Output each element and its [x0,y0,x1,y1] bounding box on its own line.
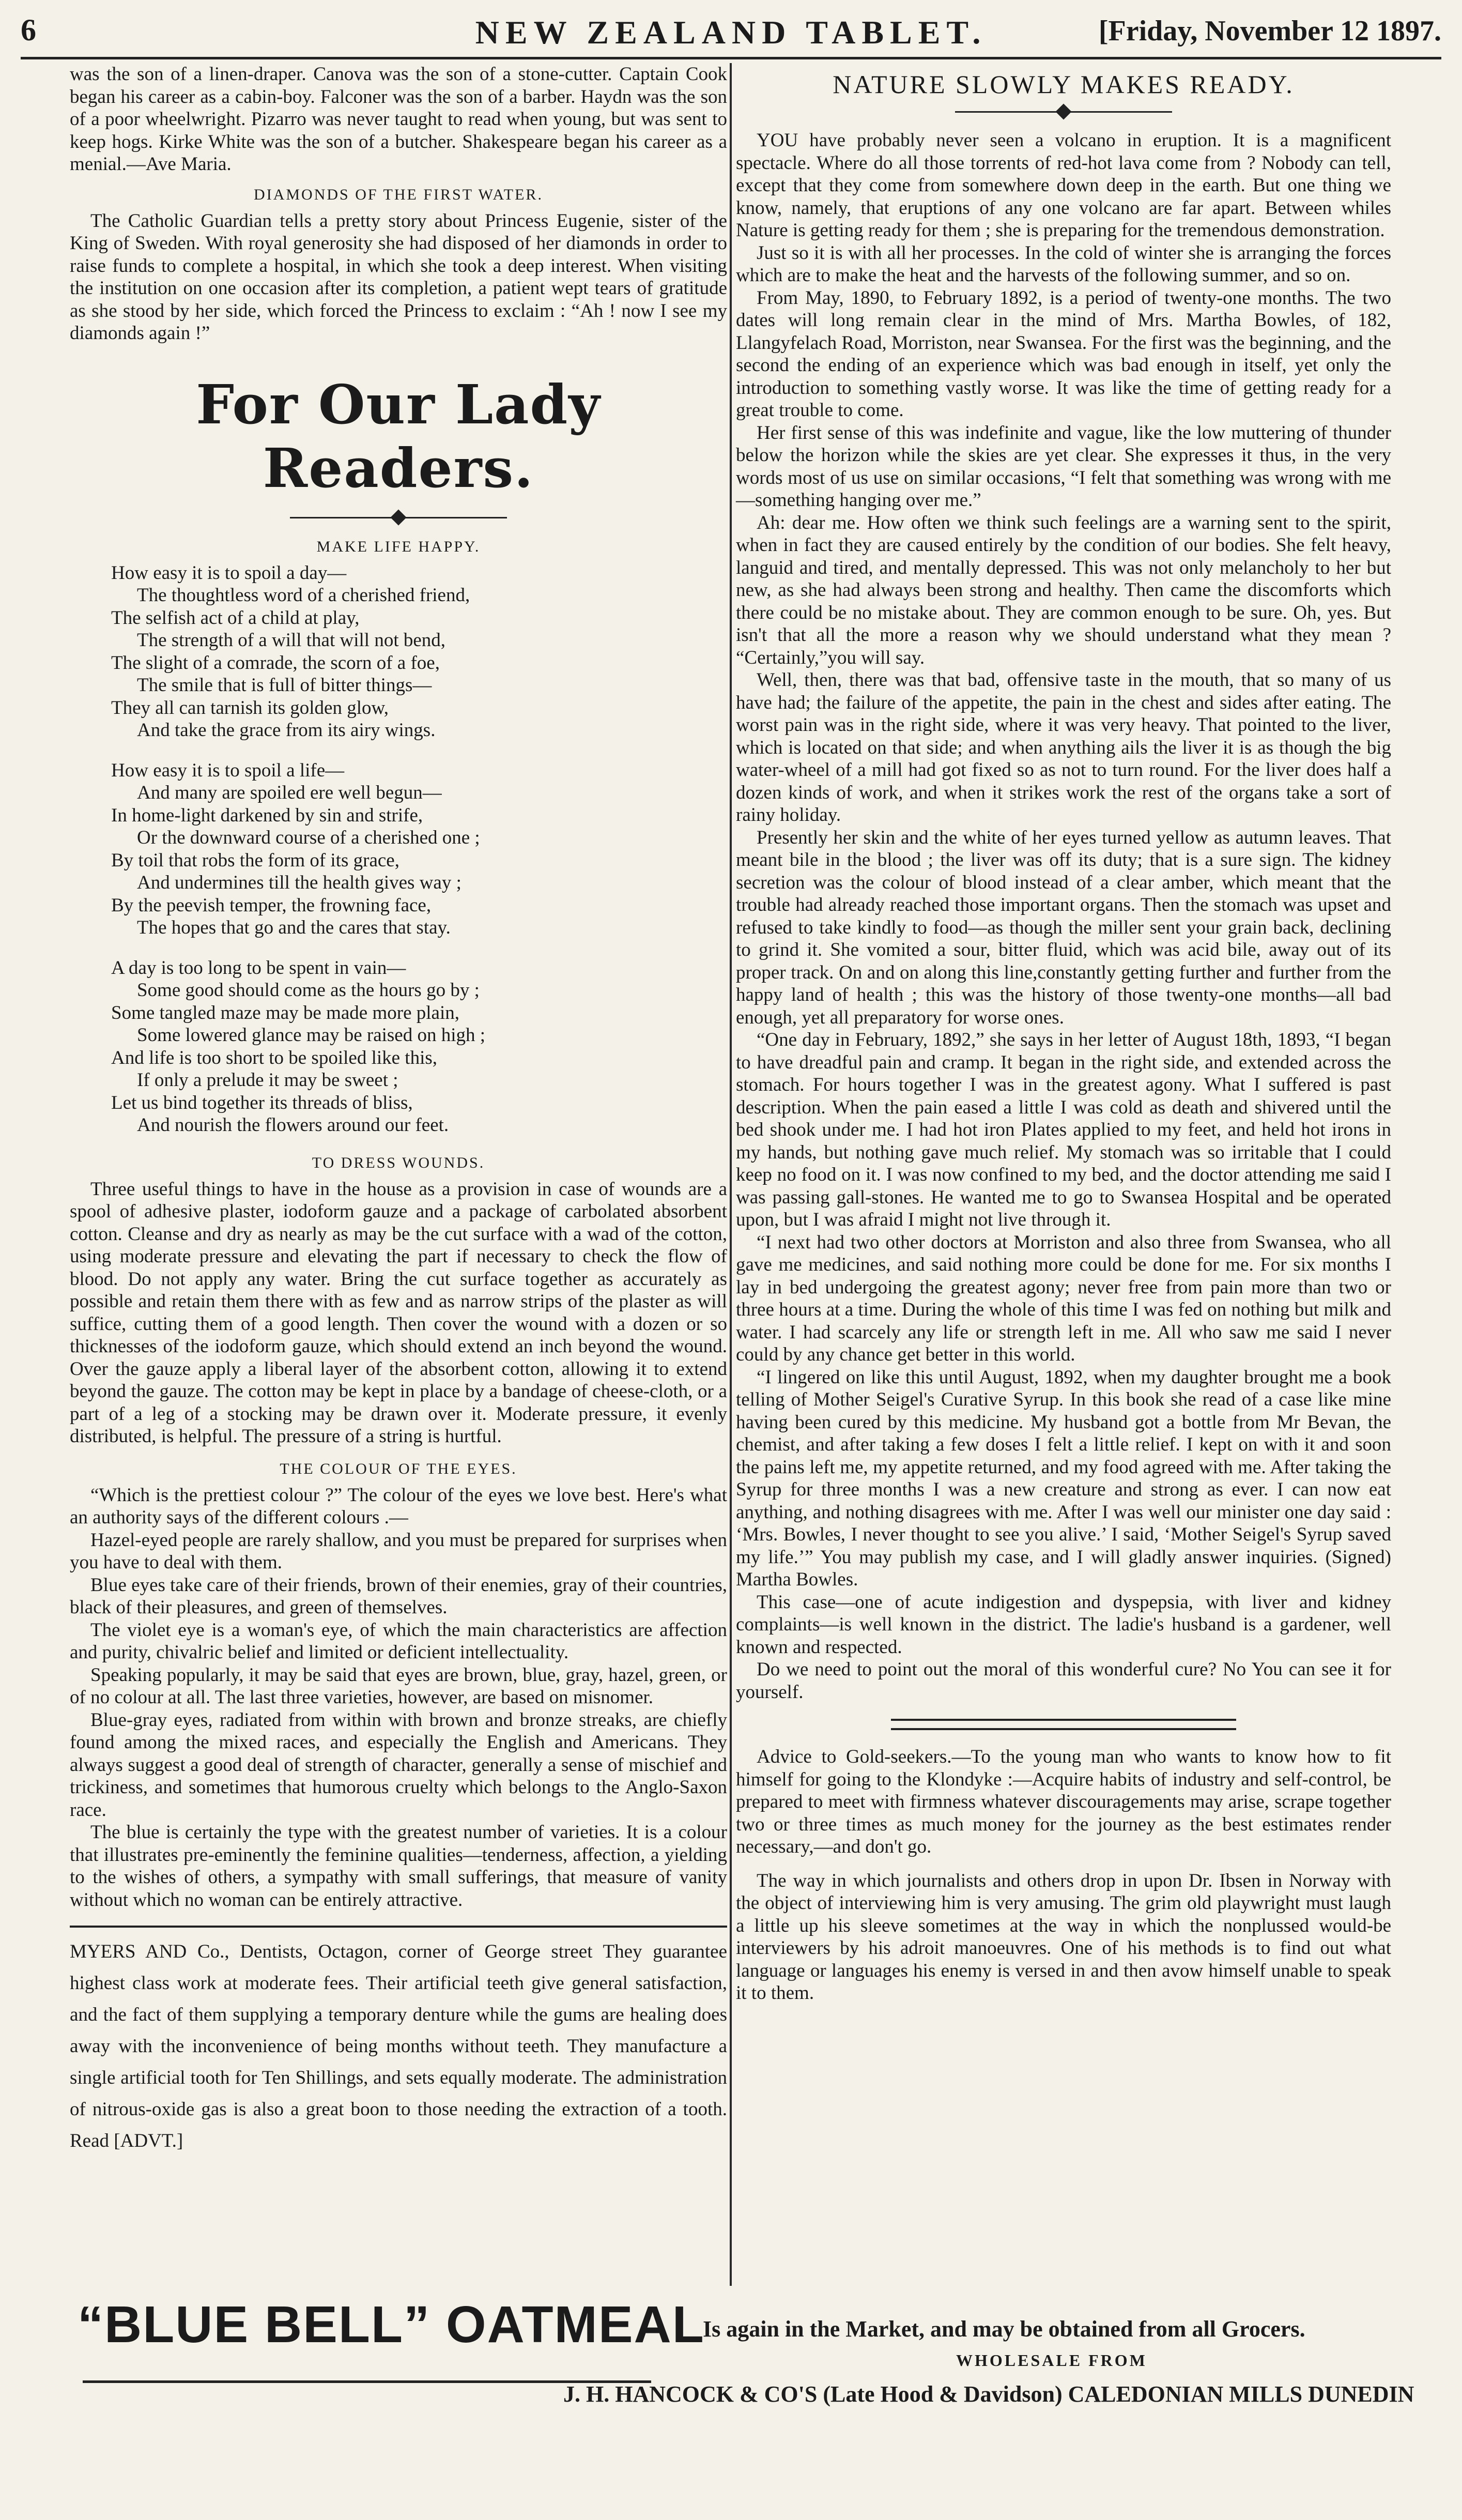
dentist-advert-text: MYERS AND Co., Dentists, Octagon, corner of George street They guarantee highest class work at moderate fees. Their artificial teeth give general satisfaction, and the fact of them supplying a temporary denture while the gums are healing does away with the inconvenience of being months without teeth. They manufacture a single artificial tooth for Ten Shillings, and sets equally moderate. The administration of nitrous-oxide gas is also a great boon to those needing the extraction of a tooth. Read [ADVT.] [70,1941,727,2151]
diamonds-paragraph: The Catholic Guardian tells a pretty story about Princess Eugenie, sister of the King of Sweden. With royal generosity she had disposed of her diamonds in order to raise funds to complete a hospital, in which she took a deep interest. When visiting the institution on one occasion after its completion, a patient wept tears of gratitude as she stood by her side, which forced the Princess to exclaim : “Ah ! now I see my diamonds again !” [70,210,727,344]
dentist-advert [70,1926,727,2157]
poem-line: Let us bind together its threads of bliss, [111,1092,413,1113]
newspaper-title: NEW ZEALAND TABLET. [475,14,987,51]
poem-line: The smile that is full of bitter things— [137,675,432,696]
poem-line: And life is too short to be spoiled like this, [111,1047,438,1068]
right-column [736,63,1391,2005]
eyes-paragraph: Blue eyes take care of their friends, brown of their enemies, gray of their countries, black of their pleasures, and green of themselves. [70,1574,727,1618]
intro-paragraph: was the son of a linen-draper. Canova was the son of a stone-cutter. Captain Cook began his career as a cabin-boy. Falconer was the son of a barber. Haydn was the son of a poor wheelwright. Pizarro was never taught to read when young, but was sent to keep hogs. Kirke White was the son of a butcher. Shakespeare began his career as a menial.—Ave Maria. [70,64,727,175]
mill-address: J. H. HANCOCK & CO'S (Late Hood & Davidson) CALEDONIAN MILLS DUNEDIN [563,2381,1414,2407]
masthead [21,9,1441,59]
poem-stanza [111,957,727,1137]
ornament-rule [290,507,507,528]
ibsen-paragraph: The way in which journalists and others drop in upon Dr. Ibsen in Norway with the object of interviewing him is very amusing. The grim old playwright must laugh a little up his sleeve sometimes at the way in which the nonplussed would-be interviewers by his adroit manoeuvres. One of his methods is to find out what language or languages his enemy is versed in and then avow himself unable to speak it to them. [736,1870,1391,2004]
diamonds-heading: DIAMONDS OF THE FIRST WATER. [254,186,543,203]
poem-line: By toil that robs the form of its grace, [111,849,399,871]
article-paragraph: YOU have probably never seen a volcano in eruption. It is a magnificent spectacle. Where do all those torrents of red-hot lava come from ? Nobody can tell, except that they come from somewhere down deep in the earth. But one thing we know, namely, that eruptions of any one volcano are far apart. Between whiles Nature is getting ready for them ; she is preparing for the tremendous demonstration. [736,130,1391,241]
article-title: NATURE SLOWLY MAKES READY. [833,70,1295,99]
poem-line: Or the downward course of a cherished one ; [137,827,480,848]
article-paragraph: Presently her skin and the white of her eyes turned yellow as autumn leaves. That meant bile in the blood ; the liver was off its duty; that is a sure sign. The kidney secretion was the colour of blood instead of a clear amber, which meant that the trouble had already reached those important organs. Then the stomach was upset and refused to take kindly to food—as though the miller sent your grain back, declining to grind it. She vomited a sour, bitter fluid, which was acid bile, away out of its proper track. On and on along this line,constantly getting further and further from the happy land of health ; this was the history of those twenty-one months—all bad enough, yet all preparatory for worse ones. [736,827,1391,1028]
wounds-paragraph: Three useful things to have in the house as a provision in case of wounds are a spool of adhesive plaster, iodoform gauze and a package of carbolated absorbent cotton. Cleanse and dry as nearly as may be the cut surface with a wad of the cotton, using moderate pressure and elevating the part if necessary to check the flow of blood. Do not apply any water. Bring the cut surface together as accurately as possible and retain them there with as few and as narrow strips of the plaster as will suffice, cutting them of a good length. Then cover the wound with a dozen or so thicknesses of the iodoform gauze, which should extend an inch beyond the wound. Over the gauze apply a liberal layer of the absorbent cotton, allowing it to extend beyond the gauze. The cotton may be kept in place by a bandage of cheese-cloth, or a part of a leg of a stocking may be drawn over it. Moderate pressure, it evenly distributed, is helpful. The pressure of a string is hurtful. [70,1178,727,1447]
poem-line: Some good should come as the hours go by ; [137,980,480,1001]
article-paragraph: From May, 1890, to February 1892, is a period of twenty-one months. The two dates will long remain clear in the mind of Mrs. Martha Bowles, of 182, Llangyfelach Road, Morriston, near Swansea. For the first was the beginning, and the second the ending of an experience which was bad enough in itself, yet only the introduction to something vastly worse. It was like the time of getting ready for a great trouble to come. [736,287,1391,421]
decorative-rule [891,1719,1236,1730]
poem-line: And take the grace from its airy wings. [137,720,436,741]
poem-line: And nourish the flowers around our feet. [137,1114,449,1136]
article-paragraph: “One day in February, 1892,” she says in her letter of August 18th, 1893, “I began to have dreadful pain and cramp. It began in the right side, and extended across the stomach. For hours together I was in the greatest agony. What I suffered is past description. When the pain eased a little I was cold as death and shivered until the bed shook under me. I had hot iron Plates applied to my feet, and held hot irons in my hands, but nothing gave much relief. My stomach was so irritable that I could keep no food on it. I was now confined to my bed, and the doctor attending me said I was passing gall-stones. He wanted me to go to Swansea Hospital and be operated upon, but I was afraid I might not live through it. [736,1029,1391,1230]
poem-line: How easy it is to spoil a day— [111,562,347,584]
article-paragraph: “I lingered on like this until August, 1892, when my daughter brought me a book telling of Mother Seigel's Curative Syrup. In this book she read of a case like mine having been cured by this medicine. My husband got a bottle from Mr Bevan, the chemist, and after taking a few doses I felt a little relief. I kept on with it and soon the pains left me, my appetite returned, and my food agreed with me. After taking the Syrup for three months I was a new creature and strong as ever. I can now eat anything, and nothing disagrees with me. After I was well our minister one day said : ‘Mrs. Bowles, I never thought to see you alive.’ I said, ‘Mother Seigel's Syrup saved my life.’” You may publish my case, and I will gladly answer inquiries. (Signed) Martha Bowles. [736,1366,1391,1590]
article-paragraph: Just so it is with all her processes. In the cold of winter she is arranging the forces which are to make the heat and the harvests of the following summer, and so on. [736,242,1391,286]
oatmeal-availability: Is again in the Market, and may be obtained from all Grocers. [703,2316,1305,2342]
poem-line: If only a prelude it may be sweet ; [137,1070,398,1091]
poem-line: The strength of a will that will not bend, [137,630,446,651]
eyes-heading: THE COLOUR OF THE EYES. [280,1460,517,1477]
poem-line: And many are spoiled ere well begun— [137,782,442,803]
poem-title: MAKE LIFE HAPPY. [316,538,481,555]
gold-advice-paragraph: Advice to Gold-seekers.—To the young man who wants to know how to fit himself for going to the Klondyke :—Acquire habits of industry and self-control, be prepared to meet with firmness whatever discouragements may arise, scrape together two or three times as much money for the journey as the best estimates render necessary,—and don't go. [736,1746,1391,1857]
eyes-article [70,1484,727,1912]
eyes-paragraph: Blue-gray eyes, radiated from within with brown and bronze streaks, are chiefly found among the mixed races, and especially the English and Americans. They always suggest a good deal of strength of character, generally a sense of mischief and trickiness, and sometimes that humorous cruelty which belongs to the Anglo-Saxon race. [70,1709,727,1821]
poem-line: Some lowered glance may be raised on high ; [137,1025,486,1046]
poem-line: The hopes that go and the cares that stay. [137,917,451,938]
poem-line: The slight of a comrade, the scorn of a foe, [111,652,440,674]
poem-line: The selfish act of a child at play, [111,607,360,629]
eyes-paragraph: The violet eye is a woman's eye, of which the main characteristics are affection and purity, chivalric belief and limited or deficient intellectuality. [70,1619,727,1663]
poem-line: Some tangled maze may be made more plain, [111,1002,459,1024]
poem [70,562,727,1137]
lady-readers-heading: For Our Lady Readers. [196,372,601,500]
eyes-paragraph: The blue is certainly the type with the greatest number of varieties. It is a colour that illustrates pre-eminently the feminine qualities—tenderness, affection, a yielding to the wishes of others, a sympathy with small sufferings, that measure of vanity without which no woman can be entirely attractive. [70,1822,727,1911]
article-paragraph: Do we need to point out the moral of this wonderful cure? No You can see it for yourself. [736,1659,1391,1703]
issue-date: [Friday, November 12 1897. [1098,15,1441,47]
wholesale-label: WHOLESALE FROM [956,2351,1147,2370]
poem-line: And undermines till the health gives way ; [137,872,461,893]
poem-line: A day is too long to be spent in vain— [111,957,406,979]
ornament-rule [955,101,1172,122]
poem-line: The thoughtless word of a cherished friend, [137,585,470,606]
poem-line: How easy it is to spoil a life— [111,759,345,781]
article-paragraph: Ah: dear me. How often we think such feelings are a warning sent to the spirit, when in fact they are caused entirely by the condition of our bodies. She felt heavy, languid and tired, and mentally depressed. This was not only melancholy to her but new, as she had always been strong and healthy. Then came the discomforts which there could be no mistake about. They are common enough to be sure. Oh, yes. But isn't that all the more a reason why we should understand what they mean ? “Certainly,”you will say. [736,512,1391,668]
article-paragraph: “I next had two other doctors at Morriston and also three from Swansea, who all gave me medicines, and said nothing more could be done for me. For six months I lay in bed undergoing the greatest agony; never free from pain more than two or three hours at a time. During the whole of this time I was fed on nothing but milk and water. I had scarcely any life or strength left in me. All who saw me said I never could by any chance get better in this world. [736,1231,1391,1365]
left-column [70,63,727,2157]
poem-stanza [111,562,727,742]
article-paragraph: Well, then, there was that bad, offensive taste in the mouth, that so many of us have had; the failure of the appetite, the pain in the chest and sides after eating. The worst pain was in the right side, where it was very heavy. That pointed to the liver, which is located on that side; and when anything ails the liver it is as though the big water-wheel of a mill had got fixed so as not to turn round. For the liver does half a dozen kinds of work, and when it strikes work the rest of the organs take a sort of rainy holiday. [736,669,1391,826]
oatmeal-advert [67,2295,1431,2512]
poem-line: In home-light darkened by sin and strife, [111,804,423,826]
poem-stanza [111,759,727,939]
wounds-heading: TO DRESS WOUNDS. [312,1154,485,1171]
article-body [736,129,1391,1703]
poem-line: By the peevish temper, the frowning face, [111,894,432,916]
poem-line: They all can tarnish its golden glow, [111,697,389,719]
eyes-paragraph: Speaking popularly, it may be said that eyes are brown, blue, gray, hazel, green, or of no colour at all. The last three varieties, however, are based on misnomer. [70,1664,727,1708]
eyes-paragraph: “Which is the prettiest colour ?” The colour of the eyes we love best. Here's what an authority says of the different colours .— [70,1484,727,1528]
article-paragraph: Her first sense of this was indefinite and vague, like the low muttering of thunder below the horizon while the skies are yet clear. She expresses it thus, in the very words most of us use on similar occasions, “I felt that something was wrong with me—something hanging over me.” [736,422,1391,511]
page-number: 6 [21,13,36,47]
oatmeal-brand: “BLUE BELL” OATMEAL [78,2296,705,2354]
column-divider [730,63,732,2286]
eyes-paragraph: Hazel-eyed people are rarely shallow, and you must be prepared for surprises when you have to deal with them. [70,1529,727,1573]
article-paragraph: This case—one of acute indigestion and dyspepsia, with liver and kidney complaints—is well known in the district. The ladie's husband is a gardener, well known and respected. [736,1591,1391,1658]
